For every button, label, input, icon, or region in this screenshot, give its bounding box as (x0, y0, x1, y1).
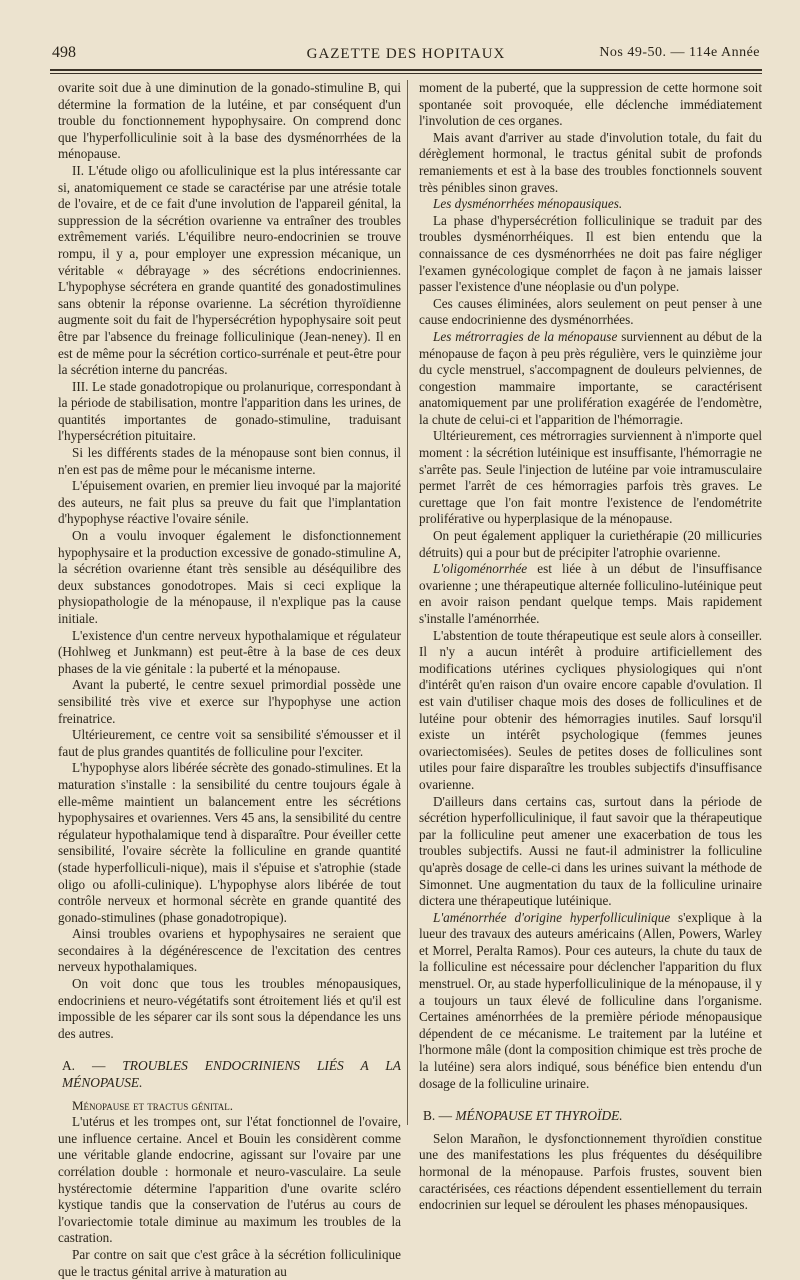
paragraph-text: s'explique à la lueur des travaux des auteurs américains (Allen, Powers, Warley et Morrel, Peralta Ramos). Pour ces auteurs, la chute du taux de la folliculine est nécessaire pour déclencher l'apparition du flux menstruel. Or, au stade hyperfolliculinique de la ménopause, il y a toujours un taux élevé de folliculine dans l'organisme. Certaines aménorrhées de la première période ménopausique dépendent de ce mécanisme. Le traitement par la lutéine et l'hormone mâle (dont la composition chimique est très proche de la lutéine) sera alors indiqué, sous bénéfice bien entendu d'un dosage de la folliculine urinaire. (419, 909, 762, 1091)
section-heading-a (58, 1058, 401, 1091)
paragraph: L'abstention de toute thérapeutique est seule alors à conseiller. Il n'y a aucun intérêt à produire artificiellement des modifications utérines cycliques physiologiques qui n'ont d'intérêt qu'en raison d'un ovaire encore capable d'ovulation. Il est vain d'utiliser chaque mois des doses de folliculines et de lutéine pour obtenir des hémorragies inutiles. Sauf lorsqu'il existe un intérêt psychologique (femmes jeunes ovariectomisées). Seules de petites doses de folliculines sont utiles pour faire disparaître les troubles subjectifs d'insuffisance ovarienne. (419, 627, 762, 792)
right-column (419, 80, 762, 1214)
paragraph (419, 561, 762, 627)
paragraph: Ainsi troubles ovariens et hypophysaires ne seraient que secondaires à la dégénérescence de l'excitation des centres nerveux hypothalamiques. (58, 926, 401, 975)
paragraph: Selon Marañon, le dysfonctionnement thyroïdien constitue une des manifestations les plus fréquentes du déséquilibre hormonal de la ménopause. Parfois frustes, souvent bien caractérisées, ces réactions dépendent essentiellement du terrain endocrinien sur lequel se déroulent les phases ménopausiques. (419, 1130, 762, 1213)
header-rule-thick (50, 69, 762, 71)
left-column (58, 80, 401, 1280)
paragraph: L'hypophyse alors libérée sécrète des gonado-stimulines. Et la maturation s'installe : la sensibilité du centre toujours égale à elle-même maintient un balancement entre les sécrétions hypophysaires et ovariennes. Vers 45 ans, la sensibilité du centre régulateur hypothalamique tend à disparaître. Pour éveiller cette sensibilité, l'ovaire sécrète la folliculine en grande quantité (stade hyperfolliculi-nique), mais il s'épuise et s'atrophie (stade oligo ou afolli-culinique). L'hypophyse alors libérée de tout contrôle nerveux et hormonal sécrète en grande quantité des gonado-stimulines (phase gonadotropique). (58, 760, 401, 925)
paragraph: Mais avant d'arriver au stade d'involution totale, du fait du dérèglement hormonal, le tractus génital subit de profonds remaniements et est à la base des troubles fonctionnels souvent très pénibles sinon graves. (419, 129, 762, 195)
paragraph: Par contre on sait que c'est grâce à la sécrétion folliculinique que le tractus génital arrive à maturation au (58, 1246, 401, 1279)
italic-lead: Les métrorragies de la ménopause (433, 328, 618, 344)
section-title: TROUBLES ENDOCRINIENS LIÉS A LA MÉNOPAUSE. (62, 1058, 401, 1091)
paragraph: ovarite soit due à une diminution de la gonado-stimuline B, qui détermine la formation de la lutéine, et par conséquent d'un trouble du fonctionnement hypophysaire. On comprend donc que l'hyperfolliculinie soit à la base des dysménorrhées de la ménopause. (58, 80, 401, 162)
paragraph: Ces causes éliminées, alors seulement on peut penser à une cause endocrinienne des dysménorrhées. (419, 295, 762, 328)
paragraph (419, 910, 762, 1093)
italic-subheading: Les dysménorrhées ménopausiques. (433, 196, 623, 212)
paragraph: On a voulu invoquer également le disfonctionnement hypophysaire et la production excessive de gonado-stimuline A, la sécrétion ovarienne étant très sensible au déséquilibre des deux substances gonodotropes. Mais si ceci explique la physiopathologie de la ménopause, il n'explique pas la cause initiale. (58, 528, 401, 626)
column-divider (407, 80, 408, 1125)
subheading: Ménopause et tractus génital. (72, 1097, 234, 1113)
header-rule-thin (50, 73, 762, 74)
page-number: 498 (52, 44, 76, 61)
paragraph: Si les différents stades de la ménopause sont bien connus, il n'en est pas de même pour le mécanisme interne. (58, 445, 401, 477)
section-heading-b (419, 1108, 762, 1125)
issue-label: Nos 49-50. — 114e Année (599, 45, 760, 60)
paragraph (419, 329, 762, 429)
paragraph: On peut également appliquer la curiethérapie (20 millicuries détruits) qui a pour but de précipiter l'atrophie ovarienne. (419, 528, 762, 560)
section-letter: B. — (423, 1108, 453, 1124)
paragraph: L'utérus et les trompes ont, sur l'état fonctionnel de l'ovaire, une influence certaine. Ancel et Bouin les considèrent comme une véritable glande endocrine, agissant sur l'ovaire par une corrélation double : hormonale et neuro-vasculaire. La seule hystérectomie détermine l'apparition d'une ovarite scléro kystique tandis que la conservation de l'utérus au cours de l'ovariectomie totale diminue au maximum les troubles de la castration. (58, 1114, 401, 1246)
paragraph-text: est liée à un début de l'insuffisance ovarienne ; une thérapeutique alternée folliculino-lutéinique peut en avoir raison pendant quelque temps. Mais rapidement s'installe l'aménorrhée. (419, 561, 762, 626)
paragraph: L'épuisement ovarien, en premier lieu invoqué par la majorité des auteurs, ne fait plus sa preuve du fait que l'implantation d'hypophyse réactive l'ovaire sénile. (58, 478, 401, 527)
paragraph: L'existence d'un centre nerveux hypothalamique et régulateur (Hohlweg et Junkmann) est peut-être à la base de ces deux phases de la vie génitale : la puberté et la ménopause. (58, 627, 401, 676)
italic-lead: L'oligoménorrhée (433, 561, 528, 577)
paragraph: On voit donc que tous les troubles ménopausiques, endocriniens et neuro-végétatifs sont étroitement liés et qu'il est impossible de les séparer car ils sont sous la dépendance les uns des autres. (58, 976, 401, 1041)
paragraph: Ultérieurement, ces métrorragies surviennent à n'importe quel moment : la sécrétion lutéinique est insuffisante, l'hémorragie ne s'arrête pas. Seule l'injection de lutéine par voie intramusculaire permet l'arrêt de ces hémorragies parfois très graves. Le curettage que l'on fait montre l'existence de l'endométrite proliférative ou hyperplasique de la ménopause. (419, 428, 762, 527)
paragraph: moment de la puberté, que la suppression de cette hormone soit spontanée soit provoquée, elle déclenche immédiatement l'involution de ces organes. (419, 80, 762, 129)
italic-lead: L'aménorrhée d'origine hyperfolliculinique (433, 909, 671, 925)
section-title: MÉNOPAUSE ET THYROÏDE. (455, 1108, 623, 1124)
paragraph: III. Le stade gonadotropique ou prolanurique, correspondant à la période de stabilisation, montre l'apparition dans les urines, de quantités importantes de gonado-stimuline, traduisant l'hypersécrétion pituitaire. (58, 378, 401, 444)
paragraph: II. L'étude oligo ou afolliculinique est la plus intéressante car si, anatomiquement ce stade se caractérise par une atrésie totale de l'ovaire, et de ce fait d'une involution de l'appareil génital, la suppression de la sécrétion ovarienne va entraîner des troubles extrêmement variés. L'équilibre neuro-endocrinien se trouve rompu, il y a, pour employer une expression mécanique, un véritable « débrayage » des sécrétions endocriniennes. L'hypophyse sécrétera en grande quantité des gonadostimulines sans obtenir la réponse ovarienne. La sécrétion thyroïdienne augmente soit du fait de l'hypersécrétion hypophysaire soit peut être par l'absence du freinage folliculinique (Jean-neney). Il en est de même pour la sécrétion cortico-surrénale et peut-être pour la sécrétion interne du pancréas. (58, 162, 401, 378)
paragraph: La phase d'hypersécrétion folliculinique se traduit par des troubles dysménorrhéiques. Il est bien entendu que la connaissance de ces dysménorrhées ne doit pas faire négliger l'examen gynécologique complet de façon à ne jamais laisser passer l'existence d'une néoplasie ou d'un polype. (419, 212, 762, 295)
paragraph: D'ailleurs dans certains cas, surtout dans la période de sécrétion hyperfolliculinique, il faut savoir que la thérapeutique par la folliculine peut amener une exacerbation de tous les troubles subjectifs. Aussi ne faut-il administrer la folliculine qu'après dosage de celle-ci dans les urines suivant la méthode de Simonnet. Une augmentation du taux de la folliculine urinaire dictera une thérapeutique lutéinique. (419, 793, 762, 909)
journal-title: GAZETTE DES HOPITAUX (306, 46, 506, 62)
paragraph: Ultérieurement, ce centre voit sa sensibilité s'émousser et il faut de plus grandes quantités de folliculine pour l'exciter. (58, 727, 401, 759)
section-letter: A. — (62, 1058, 106, 1074)
paragraph: Avant la puberté, le centre sexuel primordial possède une sensibilité très vive et exerce sur l'hypophyse une action freinatrice. (58, 677, 401, 726)
paragraph-text: surviennent au début de la ménopause de façon à peu près régulière, vers le quinzième jour du cycle menstruel, s'accompagnent de douleurs pelviennes, de congestion mammaire importante, se caractérisent anatomiquement par une prolifération exagérée de l'endomètre, la chute de celui-ci et l'apparition de l'hémorragie. (419, 328, 762, 427)
page-header (52, 44, 760, 66)
